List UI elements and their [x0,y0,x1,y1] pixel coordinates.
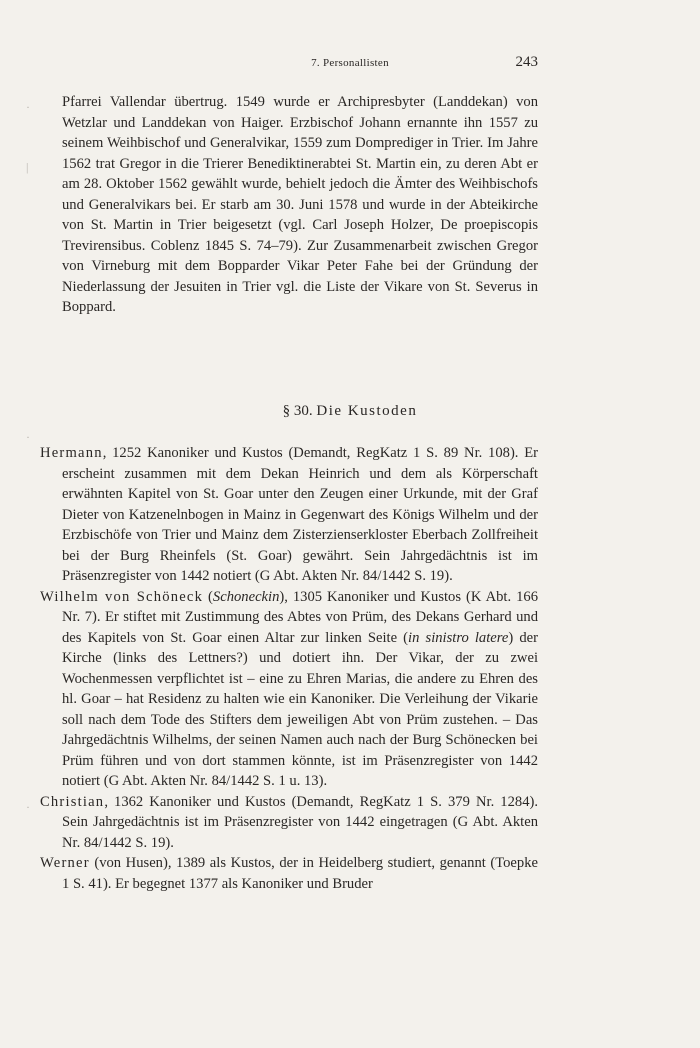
list-item [40,792,538,854]
text-run-italic: Schoneckin [212,588,280,605]
entry-name: Christian [40,793,105,810]
section-number: § 30. [282,403,313,419]
continuation-text [40,92,538,318]
section-heading [0,403,700,420]
margin-mark: · [26,100,30,114]
text-run-italic: in sinistro latere [408,629,509,646]
section-title: Die Kustoden [316,403,418,419]
text-run: Pfarrei Vallendar übertrug. 1549 wurde er Archipresbyter (Landdekan) von Wetzlar und Landdekan von Haiger. Erzbischof Johann ernannte ihn 1557 zu seinem Weihbischof und Generalvikar, 1559 zum Domprediger in Trier. Im Jahre 1562 trat Gregor in die Trierer Benediktinerabtei St. Martin ein, zu deren Abt er am 28. Oktober 1562 gewählt wurde, behielt jedoch die Ämter des Weihbischofs und Generalvikars bei. Er starb am 30. Juni 1578 und wurde in der Abteikirche von St. Martin in Trier beigesetzt (vgl. Carl Joseph Holzer, De proepiscopis Trevirensibus. Coblenz 1845 S. 74–79). Zur Zusammenarbeit zwischen Gregor von Virneburg mit dem Bopparder Vikar Peter Fahe bei der Gründung der Niederlassung der Jesuiten in Trier vgl. die Liste der Vikare von St. Severus in Boppard. [62,94,538,315]
entry-name: Werner [40,855,90,871]
text-run: (von Husen), 1389 als Kustos, der in Heidelberg studiert, genannt (Toepke 1 S. 41). Er begegnet 1377 als Kanoniker und Bruder [62,855,538,892]
page-number: 243 [515,54,538,70]
running-head [0,54,700,74]
margin-mark: · [26,800,30,814]
entry-name: Hermann [40,445,103,461]
margin-mark: · [26,430,30,444]
list-item [40,443,538,587]
continuation-paragraph [40,92,538,318]
entry-list [40,443,538,894]
text-run: ( [203,588,213,605]
list-item [40,853,538,894]
text-run: , 1362 Kanoniker und Kustos (Demandt, RegKatz 1 S. 379 Nr. 1284). Sein Jahrgedächtnis ist im Präsenzregister von 1442 eingetragen (G Abt. Akten Nr. 84/1442 S. 19). [62,793,538,851]
list-item [40,587,538,792]
margin-mark: | [26,160,29,174]
text-run: ) der Kirche (links des Lettners?) und dotiert ihn. Der Vikar, der zu zwei Wochenmessen verpflichtet ist – eine zu Ehren Marias, die andere zu Ehren des hl. Goar – hat Residenz zu halten wie ein Kanoniker. Die Verleihung der Vikarie soll nach dem Tode des Stifters dem jeweiligen Abt von Prüm zustehen. – Das Jahrgedächtnis Wilhelms, der seinen Namen auch nach der Burg Schönecken bei Prüm führen und von dort stammen könnte, ist im Präsenzregister von 1442 notiert (G Abt. Akten Nr. 84/1442 S. 1 u. 13). [62,629,538,789]
text-run: ), 1305 Kanoniker und Kustos (K Abt. 166 Nr. 7). Er stiftet mit Zustimmung des Abtes von Prüm, des Dekans Gerhard und des Kapitels von St. Goar einen Altar zur linken Seite ( [62,588,538,646]
entry-name: Wilhelm von Schöneck [40,588,204,605]
text-run: , 1252 Kanoniker und Kustos (Demandt, RegKatz 1 S. 89 Nr. 108). Er erscheint zusammen mit dem Dekan Heinrich und dem als Körperschaft erwähnten Kapitel von St. Goar unter den Zeugen einer Urkunde, mit der Graf Dieter von Katzenelnbogen in Mainz in Gegenwart des Königs Wilhelm und der Erzbischöfe von Trier und Mainz dem Zisterzienserkloster Eberbach Zollfreiheit bei der Burg Rheinfels (St. Goar) gewährt. Sein Jahrgedächtnis ist im Präsenzregister von 1442 notiert (G Abt. Akten Nr. 84/1442 S. 19). [62,445,538,584]
running-title: 7. Personallisten [311,57,389,69]
